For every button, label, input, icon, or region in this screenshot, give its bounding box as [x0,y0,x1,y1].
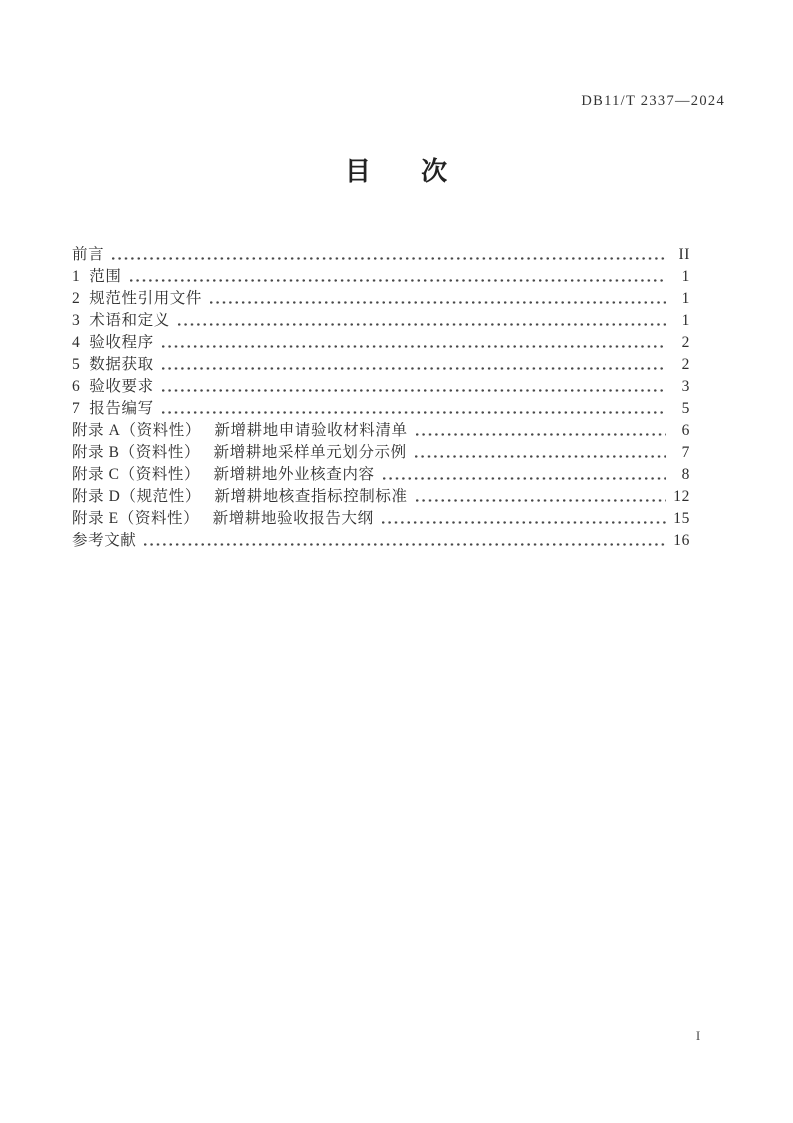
toc-entry [72,396,690,418]
toc-entry-label: 5 数据获取 [72,356,154,373]
toc-page-number: 8 [681,466,690,483]
toc-dot-leader [144,543,666,546]
toc-entry [72,462,690,484]
toc-dot-leader [178,323,666,326]
toc-page-number: 2 [681,334,690,351]
toc-dot-leader [162,411,666,414]
toc-dot-leader [416,499,666,502]
toc-entry [72,506,690,528]
toc-page-number: 1 [681,268,690,285]
toc-entry [72,264,690,286]
toc-dot-leader [415,455,666,458]
toc-dot-leader [382,521,666,524]
toc-dot-leader [162,367,666,370]
toc-dot-leader [210,301,666,304]
toc-dot-leader [162,345,666,348]
toc-entry-label: 附录 B（资料性） 新增耕地采样单元划分示例 [72,444,407,461]
toc-entry-label: 1 范围 [72,268,122,285]
toc-dot-leader [162,389,666,392]
toc-dot-leader [130,279,666,282]
toc-title: 目 次 [344,156,449,186]
toc-page-number: 7 [681,444,690,461]
toc-entry [72,528,690,550]
toc-entry [72,440,690,462]
toc-entry-label: 附录 E（资料性） 新增耕地验收报告大纲 [72,510,374,527]
toc-entry [72,352,690,374]
standard-code: DB11/T 2337—2024 [581,93,725,109]
toc-entry-label: 3 术语和定义 [72,312,170,329]
toc-page-number: 12 [673,488,690,505]
footer-page-number: I [695,1028,701,1043]
toc-page-number: 15 [673,510,690,527]
toc-entry [72,242,690,264]
toc-entry [72,330,690,352]
toc-entry [72,484,690,506]
toc-entry [72,286,690,308]
toc-page-number: 5 [681,400,690,417]
toc-page-number: 2 [681,356,690,373]
toc-entry-label: 前言 [72,246,105,263]
toc-page-number: 1 [681,290,690,307]
toc-page-number: 3 [681,378,690,395]
toc-page-number: II [678,246,690,263]
toc-page-number: 16 [673,532,690,549]
toc-entry [72,308,690,330]
toc-entry-label: 2 规范性引用文件 [72,290,203,307]
toc-entry-label: 附录 D（规范性） 新增耕地核查指标控制标准 [72,488,408,505]
toc-entry [72,374,690,396]
toc-dot-leader [416,433,666,436]
toc-dot-leader [112,257,666,260]
toc-dot-leader [383,477,666,480]
toc-entry-label: 附录 A（资料性） 新增耕地申请验收材料清单 [72,422,408,439]
toc-entry [72,418,690,440]
toc-page-number: 1 [681,312,690,329]
toc-list [72,242,690,550]
toc-entry-label: 7 报告编写 [72,400,154,417]
toc-entry-label: 附录 C（资料性） 新增耕地外业核查内容 [72,466,375,483]
toc-entry-label: 参考文献 [72,532,137,549]
toc-page-number: 6 [681,422,690,439]
toc-entry-label: 6 验收要求 [72,378,154,395]
toc-entry-label: 4 验收程序 [72,334,154,351]
